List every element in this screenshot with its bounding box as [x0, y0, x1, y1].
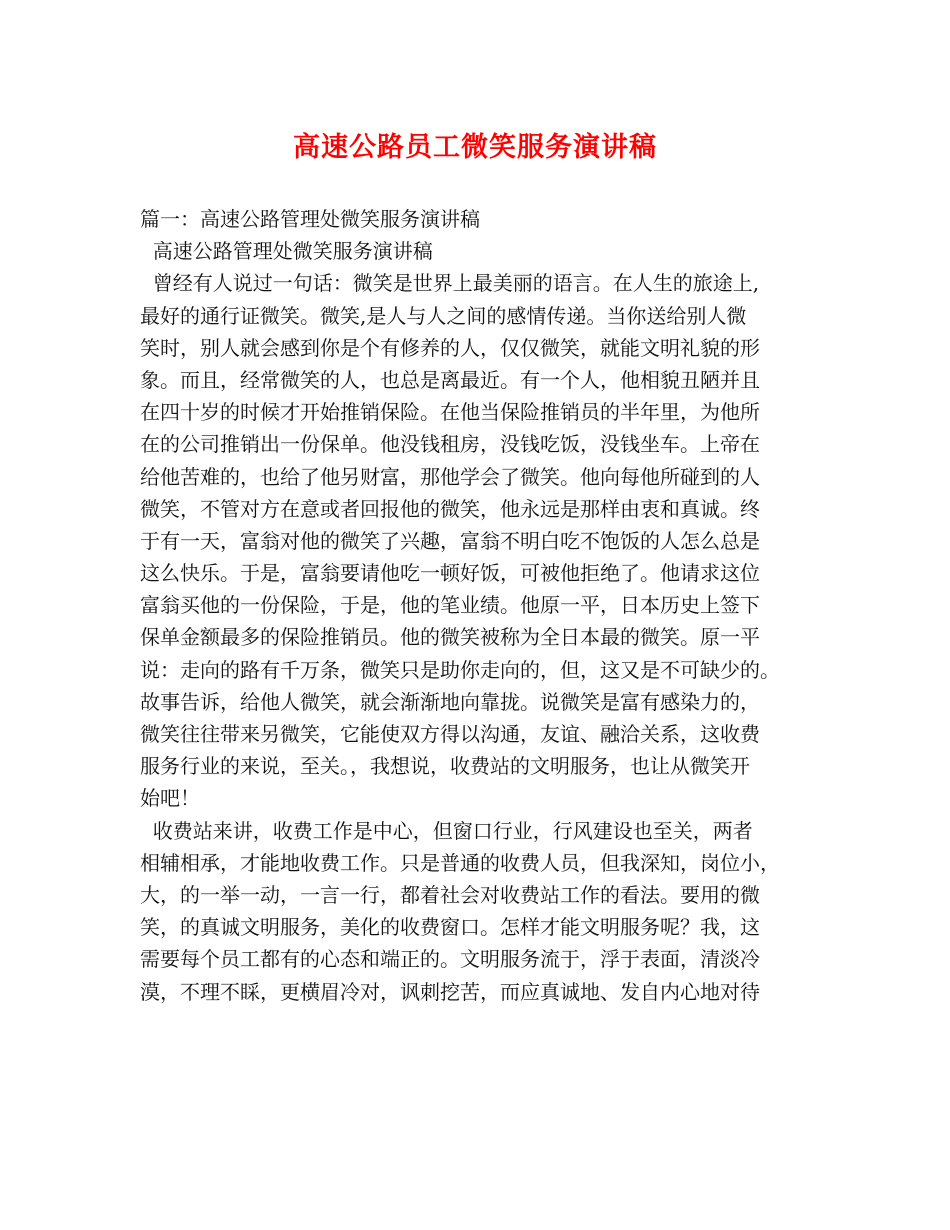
body-line: 富翁买他的一份保险，于是，他的笔业绩。他原一平，日本历史上签下 — [140, 593, 760, 618]
body-line: 在四十岁的时候才开始推销保险。在他当保险推销员的半年里，为他所 — [140, 400, 760, 425]
body-line: 在的公司推销出一份保单。他没钱租房，没钱吃饭，没钱坐车。上帝在 — [140, 432, 760, 457]
body-line: 篇一：高速公路管理处微笑服务演讲稿 — [140, 207, 480, 231]
body-line: 笑时，别人就会感到你是个有修养的人，仅仅微笑，就能文明礼貌的形 — [140, 335, 760, 360]
body-line: 曾经有人说过一句话：微笑是世界上最美丽的语言。在人生的旅途上, — [140, 271, 760, 296]
body-line: 始吧！ — [140, 786, 200, 811]
body-line: 于有一天，富翁对他的微笑了兴趣，富翁不明白吃不饱饭的人怎么总是 — [140, 528, 760, 553]
body-line: 故事告诉，给他人微笑，就会渐渐地向靠拢。说微笑是富有感染力的， — [140, 689, 760, 714]
body-line: 服务行业的来说，至关。，我想说，收费站的文明服务，也让从微笑开 — [140, 754, 750, 779]
body-line: 说：走向的路有千万条，微笑只是助你走向的，但，这又是不可缺少的。 — [140, 657, 780, 682]
document-title: 高速公路员工微笑服务演讲稿 — [293, 132, 657, 163]
body-line: 收费站来讲，收费工作是中心，但窗口行业，行风建设也至关，两者 — [140, 818, 753, 843]
body-line: 这么快乐。于是，富翁要请他吃一顿好饭，可被他拒绝了。他请求这位 — [140, 561, 760, 586]
body-line: 笑，的真诚文明服务，美化的收费窗口。怎样才能文明服务呢？我，这 — [140, 915, 760, 940]
body-line: 需要每个员工都有的心态和端正的。文明服务流于，浮于表面，清淡冷 — [140, 947, 760, 972]
body-line: 微笑往往带来另微笑，它能使双方得以沟通，友谊、融洽关系，这收费 — [140, 722, 760, 746]
body-line: 相辅相承，才能地收费工作。只是普通的收费人员，但我深知，岗位小， — [140, 850, 780, 875]
body-line: 微笑，不管对方在意或者回报他的微笑，他永远是那样由衷和真诚。终 — [140, 496, 760, 521]
body-line: 大，的一举一动，一言一行，都着社会对收费站工作的看法。要用的微 — [140, 882, 760, 907]
body-line: 保单金额最多的保险推销员。他的微笑被称为全日本最的微笑。原一平 — [140, 625, 760, 650]
document-body — [140, 203, 840, 1008]
body-line: 给他苦难的，也给了他另财富，那他学会了微笑。他向每他所碰到的人 — [140, 464, 760, 489]
body-line: 最好的通行证微笑。微笑,是人与人之间的感情传递。当你送给别人微 — [140, 303, 747, 328]
body-line: 漠，不理不睬，更横眉冷对，讽刺挖苦，而应真诚地、发自内心地对待 — [140, 979, 760, 1004]
body-line: 高速公路管理处微笑服务演讲稿 — [140, 239, 433, 264]
body-line: 象。而且，经常微笑的人，也总是离最近。有一个人，他相貌丑陋并且 — [140, 367, 760, 392]
